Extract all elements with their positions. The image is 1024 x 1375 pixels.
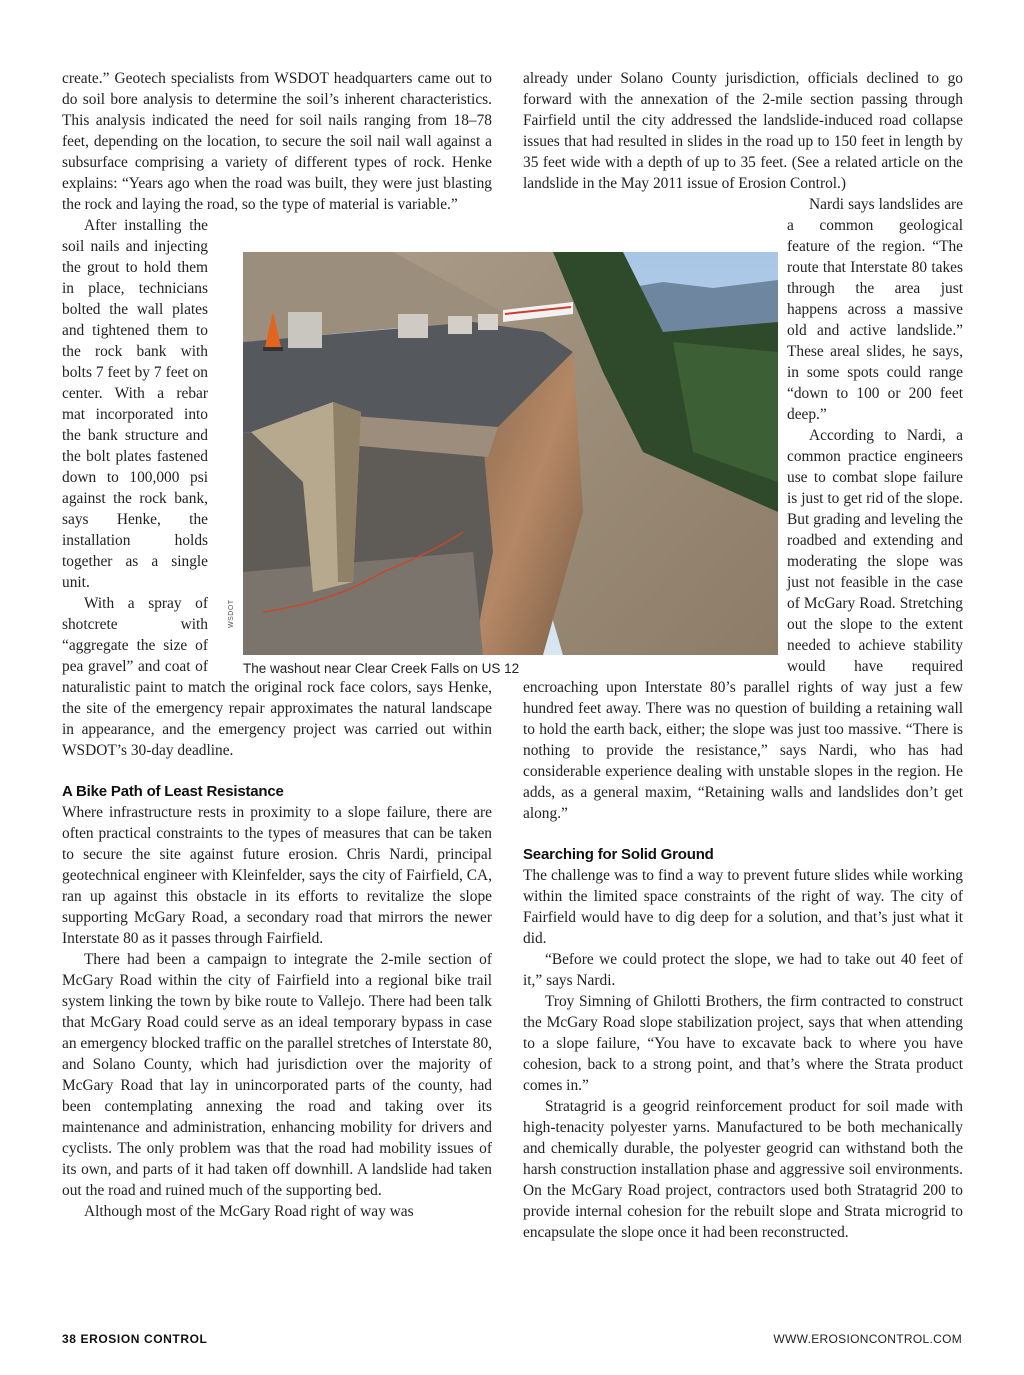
section-heading-bike-path: A Bike Path of Least Resistance	[62, 783, 284, 800]
left-paragraph-3: With a spray of shotcrete with “aggregate the size of pea gravel” and coat of naturalistic paint to match the original rock face colors, says Henke, the site of the emergency repair approximates the natural landscape in appearance, and the emergency project was carried out within WSDOT’s 30-day deadline.	[62, 595, 492, 759]
right-paragraph-4: The challenge was to find a way to prevent future slides while working within the limited space constraints of the right of way. The city of Fairfield would have to dig deep for a solution, and that’s just what it did.	[523, 867, 963, 947]
left-paragraph-4: Where infrastructure rests in proximity to a slope failure, there are often practical constraints to the types of measures that can be taken to secure the site against future erosion. Chris Nardi, principal geotechnical engineer with Kleinfelder, says the city of Fairfield, CA, ran up against this obstacle in its efforts to revitalize the slope supporting McGary Road, a secondary road that mirrors the newer Interstate 80 as it passes through Fairfield.	[62, 804, 492, 947]
right-paragraph-1: already under Solano County jurisdiction, officials declined to go forward with the annexation of the 2-mile section passing through Fairfield until the city addressed the landslide-induced road collapse issues that had resulted in slides in the road up to 150 feet in length by 35 feet wide with a depth of up to 35 feet. (See a related article on the landslide in the May 2011 issue of Erosion Control.)	[523, 70, 963, 192]
figure-caption: The washout near Clear Creek Falls on US 12	[243, 661, 520, 676]
right-paragraph-3: According to Nardi, a common practice engineers use to combat slope failure is just to get rid of the slope. But grading and leveling the roadbed and extending and moderating the slope was just not feasible in the case of McGary Road. Stretching out the slope to the extent needed to achieve stability would have required encroaching upon Interstate 80’s parallel rights of way just a few hundred feet away. There was no question of building a retaining wall to hold the earth back, either; the slope was just too massive. “There is nothing to provide the resistance,” says Nardi, who has had considerable experience dealing with unstable slopes in the region. He adds, as a general maxim, “Retaining walls and landslides don’t get along.”	[523, 427, 963, 822]
right-paragraph-2: Nardi says landslides are a common geological feature of the region. “The route that Interstate 80 takes through the area just happens across a massive old and active landslide.” These areal slides, he says, in some spots could range “down to 100 or 200 feet deep.”	[787, 196, 963, 423]
left-paragraph-5: There had been a campaign to integrate the 2-mile section of McGary Road within the city of Fairfield into a regional bike trail system linking the town by bike route to Vallejo. There had been talk that McGary Road could serve as an ideal temporary bypass in case an emergency blocked traffic on the parallel stretches of Interstate 80, and Solano County, which had jurisdiction over the majority of McGary Road that lay in unincorporated parts of the county, had been contemplating annexing the road and taking over its maintenance and administration, enhancing mobility for drivers and cyclists. The only problem was that the road had mobility issues of its own, and parts of it had taken off downhill. A landslide had taken out the road and ruined much of the supporting bed.	[62, 951, 492, 1199]
left-paragraph-1: create.” Geotech specialists from WSDOT headquarters came out to do soil bore analysis to determine the soil’s inherent characteristics. This analysis indicated the need for soil nails ranging from 18–78 feet, depending on the location, to secure the soil nail wall against a subsurface comprising a variety of different types of rock. Henke explains: “Years ago when the road was built, they were just blasting the rock and laying the road, so the type of material is variable.”	[62, 70, 492, 213]
footer-url: WWW.EROSIONCONTROL.COM	[773, 1332, 962, 1346]
footer-page-label: 38 EROSION CONTROL	[62, 1332, 208, 1346]
photo-credit: WSDOT	[228, 599, 235, 628]
left-paragraph-2: After installing the soil nails and injecting the grout to hold them in place, technicians bolted the wall plates and tightened them to the rock bank with bolts 7 feet by 7 feet on center. With a rebar mat incorporated into the bank structure and the bolt plates fastened down to 100,000 psi against the rock bank, says Henke, the installation holds together as a single unit.	[62, 217, 208, 591]
right-paragraph-6: Troy Simning of Ghilotti Brothers, the firm contracted to construct the McGary Road slope stabilization project, says that when attending to a slope failure, “You have to excavate back to where you have cohesion, back to a strong point, and that’s where the Strata product comes in.”	[523, 993, 963, 1094]
right-column	[523, 68, 963, 1243]
right-paragraph-7: Stratagrid is a geogrid reinforcement product for soil made with high-tenacity polyester yarns. Manufactured to be both mechanically and chemically durable, the polyester geogrid can withstand both the harsh construction installation phase and aggressive soil environments. On the McGary Road project, contractors used both Stratagrid 200 to provide internal cohesion for the rebuilt slope and Strata microgrid to encapsulate the slope once it had been reconstructed.	[523, 1098, 963, 1241]
washout-photo	[243, 252, 778, 655]
left-paragraph-6: Although most of the McGary Road right of way was	[84, 1203, 414, 1220]
section-heading-solid-ground: Searching for Solid Ground	[523, 846, 714, 863]
washout-photo-illustration	[243, 252, 778, 655]
right-paragraph-5: “Before we could protect the slope, we had to take out 40 feet of it,” says Nardi.	[523, 951, 963, 989]
